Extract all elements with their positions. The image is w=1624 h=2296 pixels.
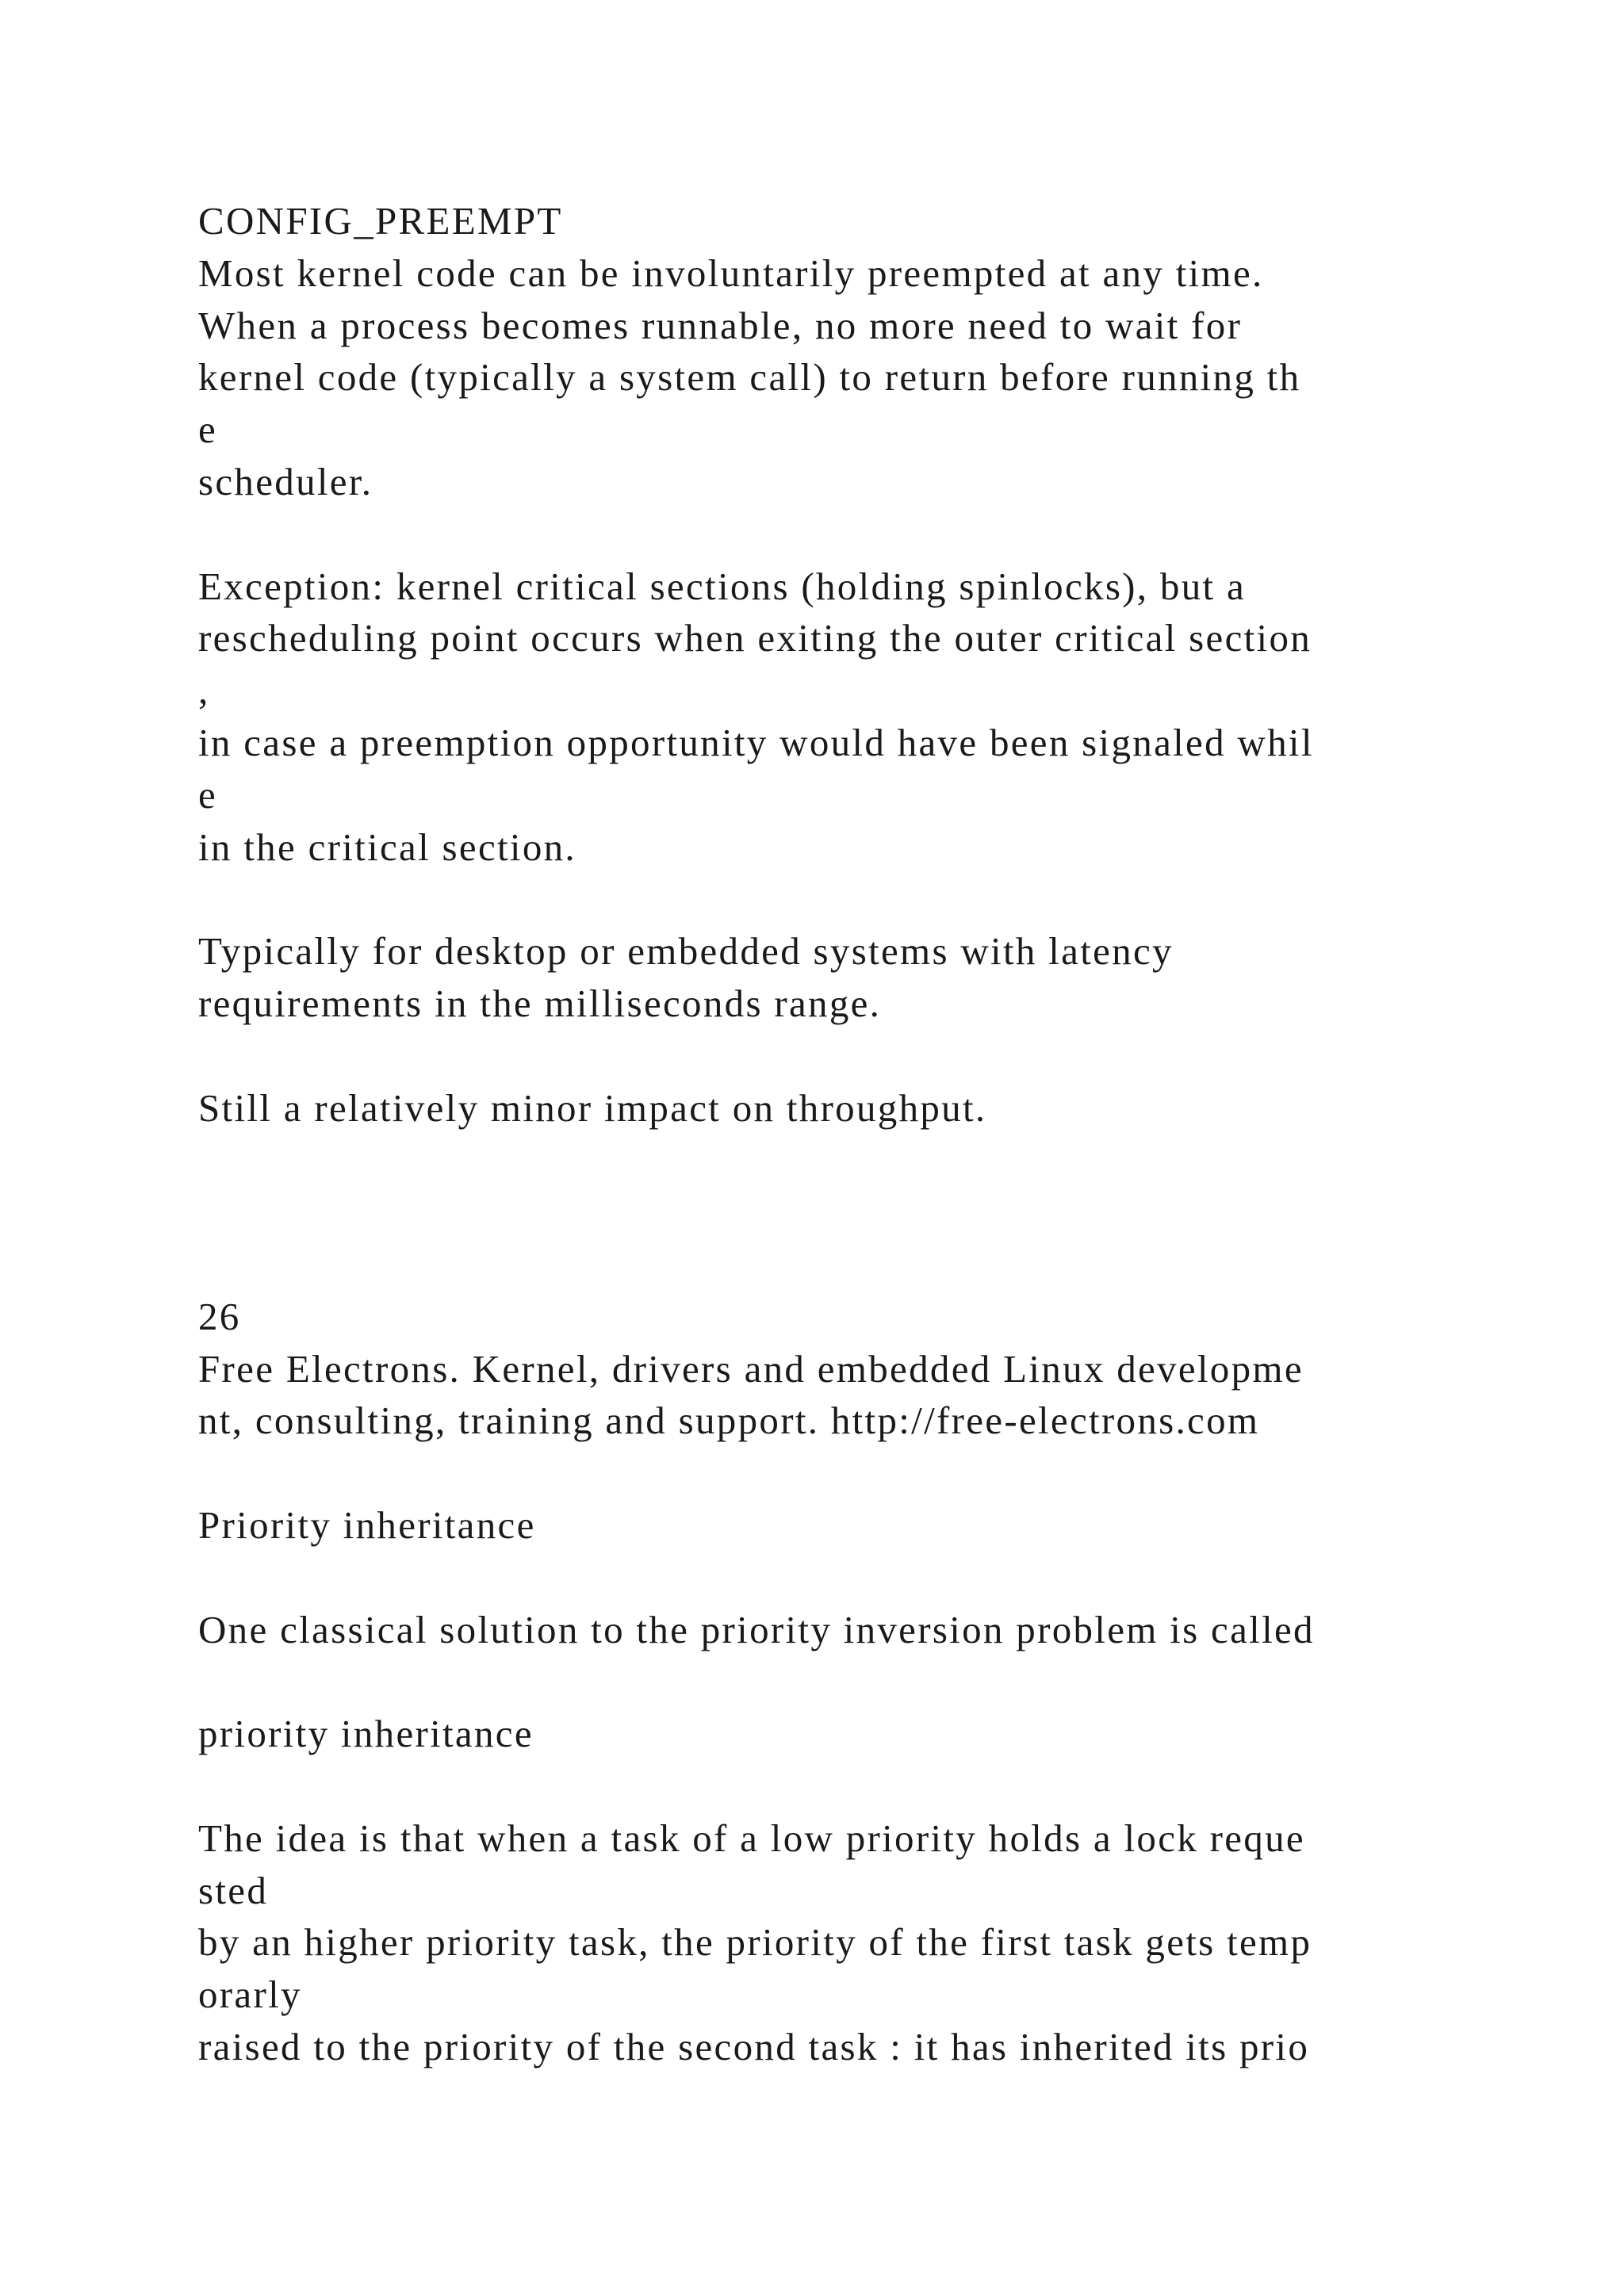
text-line: requirements in the milliseconds range. [198, 981, 882, 1025]
footer-text-line: nt, consulting, training and support. http://free-electrons.com [198, 1399, 1260, 1443]
text-line: priority inheritance [198, 1712, 534, 1756]
text-line: scheduler. [198, 459, 373, 503]
text-line: in case a preemption opportunity would have been signaled whil [198, 720, 1314, 764]
text-line: One classical solution to the priority inversion problem is called [198, 1607, 1315, 1651]
page-number: 26 [198, 1294, 241, 1338]
text-line: by an higher priority task, the priority of the first task gets temp [198, 1920, 1312, 1965]
text-line: rescheduling point occurs when exiting the outer critical section [198, 616, 1312, 660]
blank-line [198, 1030, 1467, 1082]
blank-line [198, 873, 1467, 925]
blank-line [198, 1134, 1467, 1186]
blank-line [198, 1238, 1467, 1291]
text-line: e [198, 408, 218, 452]
document-body [198, 195, 1467, 2073]
text-line: orarly [198, 1973, 302, 2017]
text-line: e [198, 772, 218, 817]
section-heading: Priority inheritance [198, 1502, 536, 1547]
text-line: Typically for desktop or embedded systems with latency [198, 929, 1174, 974]
text-line: kernel code (typically a system call) to return before running th [198, 355, 1301, 400]
blank-line [198, 1655, 1467, 1708]
text-line: , [198, 668, 210, 713]
text-line: The idea is that when a task of a low priority holds a lock reque [198, 1816, 1305, 1860]
text-line: in the critical section. [198, 825, 576, 869]
text-line: sted [198, 1868, 269, 1912]
text-line: raised to the priority of the second task : it has inherited its prio [198, 2024, 1310, 2068]
blank-line [198, 508, 1467, 561]
text-line: CONFIG_PREEMPT [198, 199, 563, 243]
blank-line [198, 1447, 1467, 1499]
text-line: Exception: kernel critical sections (holding spinlocks), but a [198, 564, 1247, 608]
blank-line [198, 1186, 1467, 1238]
text-line: Still a relatively minor impact on throughput. [198, 1085, 987, 1130]
text-line: Most kernel code can be involuntarily preempted at any time. [198, 251, 1264, 295]
text-line: When a process becomes runnable, no more need to wait for [198, 303, 1243, 347]
footer-text-line: Free Electrons. Kernel, drivers and embedded Linux developme [198, 1346, 1304, 1391]
blank-line [198, 1552, 1467, 1604]
blank-line [198, 1760, 1467, 1812]
